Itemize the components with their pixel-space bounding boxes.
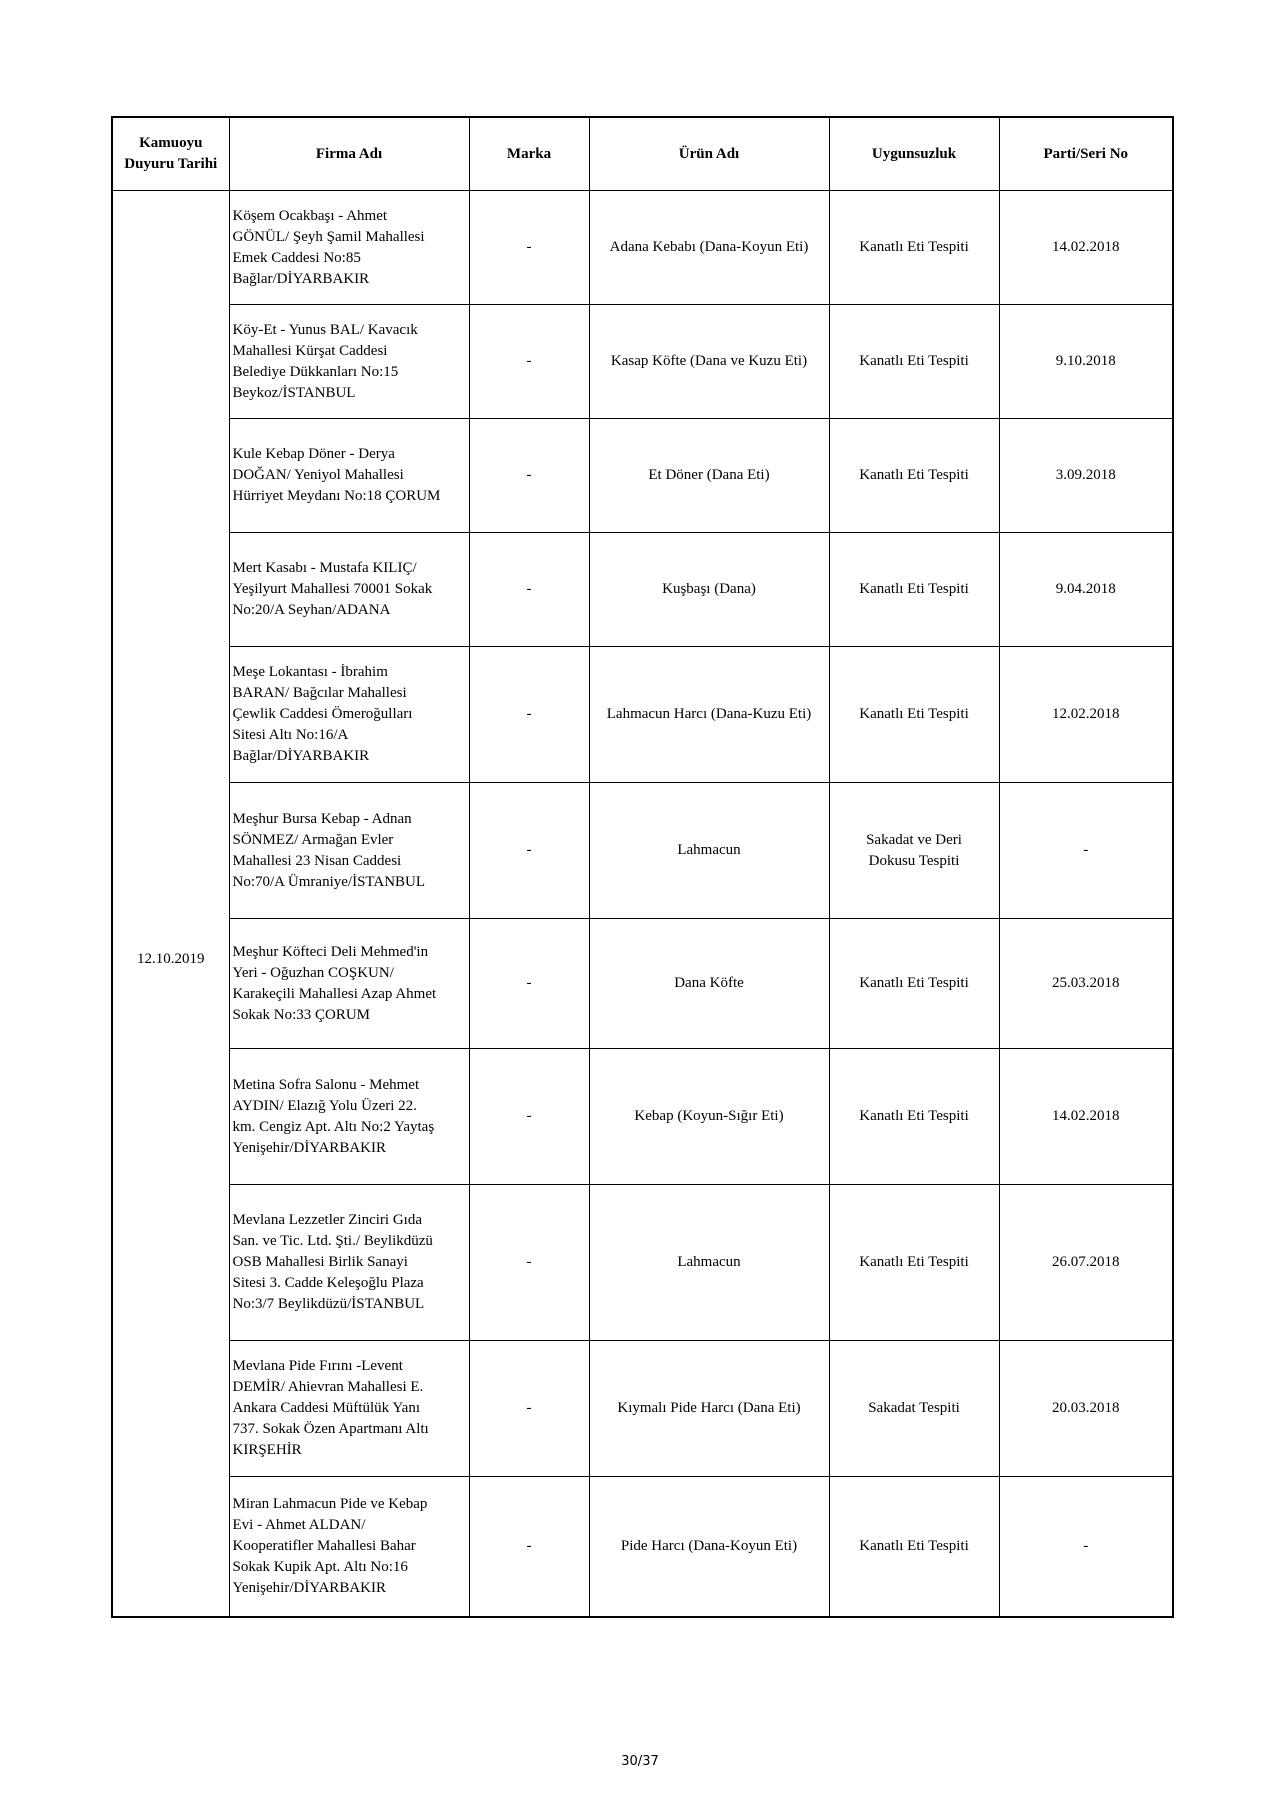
product-name-cell: Lahmacun bbox=[589, 1185, 829, 1341]
nonconformity-line: Kanatlı Eti Tespiti bbox=[859, 706, 969, 722]
company-name-cell bbox=[229, 1341, 469, 1477]
table-row bbox=[112, 419, 1173, 533]
table-row bbox=[112, 1341, 1173, 1477]
company-name-line: Çewlik Caddesi Ömeroğulları bbox=[232, 706, 413, 722]
table-row bbox=[112, 305, 1173, 419]
header-brand: Marka bbox=[469, 117, 589, 191]
header-announcement-date-line1: Kamuoyu bbox=[139, 135, 203, 151]
nonconformity-line: Kanatlı Eti Tespiti bbox=[859, 1108, 969, 1124]
batch-number-cell: 14.02.2018 bbox=[999, 1049, 1173, 1185]
header-company-name: Firma Adı bbox=[229, 117, 469, 191]
product-name-cell: Kebap (Koyun-Sığır Eti) bbox=[589, 1049, 829, 1185]
company-name-cell bbox=[229, 1185, 469, 1341]
brand-cell: - bbox=[469, 1477, 589, 1617]
nonconformity-line: Sakadat Tespiti bbox=[868, 1400, 960, 1416]
batch-number-cell: 26.07.2018 bbox=[999, 1185, 1173, 1341]
nonconformity-line: Sakadat ve Deri bbox=[866, 831, 962, 848]
product-name-cell: Et Döner (Dana Eti) bbox=[589, 419, 829, 533]
company-name-line: Yeşilyurt Mahallesi 70001 Sokak bbox=[232, 581, 433, 597]
company-name-line: Evi - Ahmet ALDAN/ bbox=[232, 1516, 366, 1533]
company-name-line: Yenişehir/DİYARBAKIR bbox=[232, 1579, 386, 1596]
product-name-cell: Kuşbaşı (Dana) bbox=[589, 533, 829, 647]
company-name-line: Mert Kasabı - Mustafa KILIÇ/ bbox=[232, 560, 417, 576]
company-name-line: No:20/A Seyhan/ADANA bbox=[232, 602, 391, 618]
nonconformity-cell bbox=[829, 191, 999, 305]
company-name-line: Mahallesi Kürşat Caddesi bbox=[232, 342, 388, 359]
nonconformity-line: Kanatlı Eti Tespiti bbox=[859, 467, 969, 483]
company-name-line: Miran Lahmacun Pide ve Kebap bbox=[232, 1495, 428, 1512]
company-name-cell bbox=[229, 191, 469, 305]
page-number: 30/37 bbox=[621, 1754, 659, 1769]
company-name-cell bbox=[229, 647, 469, 783]
table-row bbox=[112, 191, 1173, 305]
nonconformity-cell bbox=[829, 919, 999, 1049]
batch-number-cell: 20.03.2018 bbox=[999, 1341, 1173, 1477]
nonconformity-line: Kanatlı Eti Tespiti bbox=[859, 975, 969, 991]
nonconformity-cell bbox=[829, 1341, 999, 1477]
company-name-line: No:3/7 Beylikdüzü/İSTANBUL bbox=[232, 1296, 425, 1312]
product-name-cell: Pide Harcı (Dana-Koyun Eti) bbox=[589, 1477, 829, 1617]
brand-cell: - bbox=[469, 1341, 589, 1477]
company-name-line: 737. Sokak Özen Apartmanı Altı bbox=[232, 1421, 429, 1437]
header-announcement-date bbox=[112, 117, 229, 191]
nonconformity-line: Kanatlı Eti Tespiti bbox=[859, 581, 969, 597]
company-name-line: Ankara Caddesi Müftülük Yanı bbox=[232, 1400, 420, 1416]
brand-cell: - bbox=[469, 1185, 589, 1341]
company-name-line: Mevlana Pide Fırını -Levent bbox=[232, 1358, 403, 1374]
company-name-line: Bağlar/DİYARBAKIR bbox=[232, 270, 370, 287]
company-name-line: BARAN/ Bağcılar Mahallesi bbox=[232, 685, 407, 701]
brand-cell: - bbox=[469, 919, 589, 1049]
nonconformity-line: Kanatlı Eti Tespiti bbox=[859, 1254, 969, 1270]
company-name-line: Emek Caddesi No:85 bbox=[232, 249, 361, 266]
batch-number-cell: 25.03.2018 bbox=[999, 919, 1173, 1049]
nonconformity-cell bbox=[829, 533, 999, 647]
company-name-line: No:70/A Ümraniye/İSTANBUL bbox=[232, 873, 426, 890]
company-name-line: Sokak No:33 ÇORUM bbox=[232, 1006, 371, 1023]
product-name-cell: Dana Köfte bbox=[589, 919, 829, 1049]
brand-cell: - bbox=[469, 419, 589, 533]
table-body bbox=[112, 191, 1173, 1617]
company-name-line: GÖNÜL/ Şeyh Şamil Mahallesi bbox=[232, 228, 425, 245]
nonconformity-line: Kanatlı Eti Tespiti bbox=[859, 239, 969, 255]
header-batch-number: Parti/Seri No bbox=[999, 117, 1173, 191]
header-row bbox=[112, 117, 1173, 191]
batch-number-cell: - bbox=[999, 783, 1173, 919]
brand-cell: - bbox=[469, 1049, 589, 1185]
company-name-cell bbox=[229, 533, 469, 647]
batch-number-cell: - bbox=[999, 1477, 1173, 1617]
company-name-line: OSB Mahallesi Birlik Sanayi bbox=[232, 1254, 408, 1270]
brand-cell: - bbox=[469, 783, 589, 919]
company-name-line: Bağlar/DİYARBAKIR bbox=[232, 748, 370, 764]
company-name-line: Köşem Ocakbaşı - Ahmet bbox=[232, 207, 388, 224]
company-name-cell bbox=[229, 783, 469, 919]
company-name-line: KIRŞEHİR bbox=[232, 1442, 302, 1458]
company-name-line: DOĞAN/ Yeniyol Mahallesi bbox=[232, 467, 404, 483]
header-nonconformity: Uygunsuzluk bbox=[829, 117, 999, 191]
company-name-line: Yenişehir/DİYARBAKIR bbox=[232, 1139, 386, 1156]
nonconformity-cell bbox=[829, 783, 999, 919]
company-name-line: km. Cengiz Apt. Altı No:2 Yaytaş bbox=[232, 1118, 435, 1135]
nonconformity-table bbox=[111, 116, 1174, 1618]
company-name-line: Sokak Kupik Apt. Altı No:16 bbox=[232, 1558, 408, 1575]
company-name-line: Meşe Lokantası - İbrahim bbox=[232, 664, 388, 680]
company-name-line: Beykoz/İSTANBUL bbox=[232, 384, 356, 401]
nonconformity-cell bbox=[829, 419, 999, 533]
company-name-line: AYDIN/ Elazığ Yolu Üzeri 22. bbox=[232, 1097, 417, 1114]
company-name-line: Meşhur Köfteci Deli Mehmed'in bbox=[232, 943, 429, 960]
company-name-cell bbox=[229, 919, 469, 1049]
company-name-line: Metina Sofra Salonu - Mehmet bbox=[232, 1076, 420, 1093]
company-name-line: Sitesi Altı No:16/A bbox=[232, 727, 349, 743]
table-row bbox=[112, 1477, 1173, 1617]
nonconformity-cell bbox=[829, 1477, 999, 1617]
nonconformity-line: Kanatlı Eti Tespiti bbox=[859, 1537, 969, 1554]
product-name-cell: Lahmacun bbox=[589, 783, 829, 919]
brand-cell: - bbox=[469, 305, 589, 419]
announcement-date-cell: 12.10.2019 bbox=[112, 191, 229, 1617]
company-name-line: San. ve Tic. Ltd. Şti./ Beylikdüzü bbox=[232, 1233, 433, 1249]
company-name-line: Yeri - Oğuzhan COŞKUN/ bbox=[232, 964, 394, 981]
table-row bbox=[112, 647, 1173, 783]
company-name-cell bbox=[229, 1477, 469, 1617]
table-row bbox=[112, 919, 1173, 1049]
company-name-line: Kule Kebap Döner - Derya bbox=[232, 446, 395, 462]
company-name-line: Sitesi 3. Cadde Keleşoğlu Plaza bbox=[232, 1275, 424, 1291]
company-name-line: Köy-Et - Yunus BAL/ Kavacık bbox=[232, 321, 418, 338]
table-row bbox=[112, 1185, 1173, 1341]
company-name-cell bbox=[229, 1049, 469, 1185]
company-name-line: SÖNMEZ/ Armağan Evler bbox=[232, 831, 394, 848]
batch-number-cell: 3.09.2018 bbox=[999, 419, 1173, 533]
nonconformity-line: Kanatlı Eti Tespiti bbox=[859, 353, 969, 369]
company-name-line: DEMİR/ Ahievran Mahallesi E. bbox=[232, 1379, 424, 1395]
company-name-line: Meşhur Bursa Kebap - Adnan bbox=[232, 810, 412, 827]
brand-cell: - bbox=[469, 533, 589, 647]
brand-cell: - bbox=[469, 191, 589, 305]
batch-number-cell: 9.04.2018 bbox=[999, 533, 1173, 647]
company-name-line: Belediye Dükkanları No:15 bbox=[232, 363, 399, 380]
nonconformity-cell bbox=[829, 305, 999, 419]
batch-number-cell: 12.02.2018 bbox=[999, 647, 1173, 783]
company-name-cell bbox=[229, 419, 469, 533]
nonconformity-cell bbox=[829, 1049, 999, 1185]
company-name-line: Hürriyet Meydanı No:18 ÇORUM bbox=[232, 488, 441, 504]
table-row bbox=[112, 1049, 1173, 1185]
nonconformity-cell bbox=[829, 647, 999, 783]
header-announcement-date-line2: Duyuru Tarihi bbox=[124, 156, 218, 172]
nonconformity-line: Dokusu Tespiti bbox=[868, 852, 960, 869]
company-name-line: Karakeçili Mahallesi Azap Ahmet bbox=[232, 985, 437, 1002]
company-name-line: Kooperatifler Mahallesi Bahar bbox=[232, 1537, 416, 1554]
company-name-line: Mahallesi 23 Nisan Caddesi bbox=[232, 852, 402, 869]
product-name-cell: Kıymalı Pide Harcı (Dana Eti) bbox=[589, 1341, 829, 1477]
product-name-cell: Adana Kebabı (Dana-Koyun Eti) bbox=[589, 191, 829, 305]
table-row bbox=[112, 783, 1173, 919]
batch-number-cell: 14.02.2018 bbox=[999, 191, 1173, 305]
product-name-cell: Kasap Köfte (Dana ve Kuzu Eti) bbox=[589, 305, 829, 419]
company-name-cell bbox=[229, 305, 469, 419]
product-name-cell: Lahmacun Harcı (Dana-Kuzu Eti) bbox=[589, 647, 829, 783]
header-product-name: Ürün Adı bbox=[589, 117, 829, 191]
table-row bbox=[112, 533, 1173, 647]
company-name-line: Mevlana Lezzetler Zinciri Gıda bbox=[232, 1212, 422, 1228]
batch-number-cell: 9.10.2018 bbox=[999, 305, 1173, 419]
brand-cell: - bbox=[469, 647, 589, 783]
nonconformity-cell bbox=[829, 1185, 999, 1341]
